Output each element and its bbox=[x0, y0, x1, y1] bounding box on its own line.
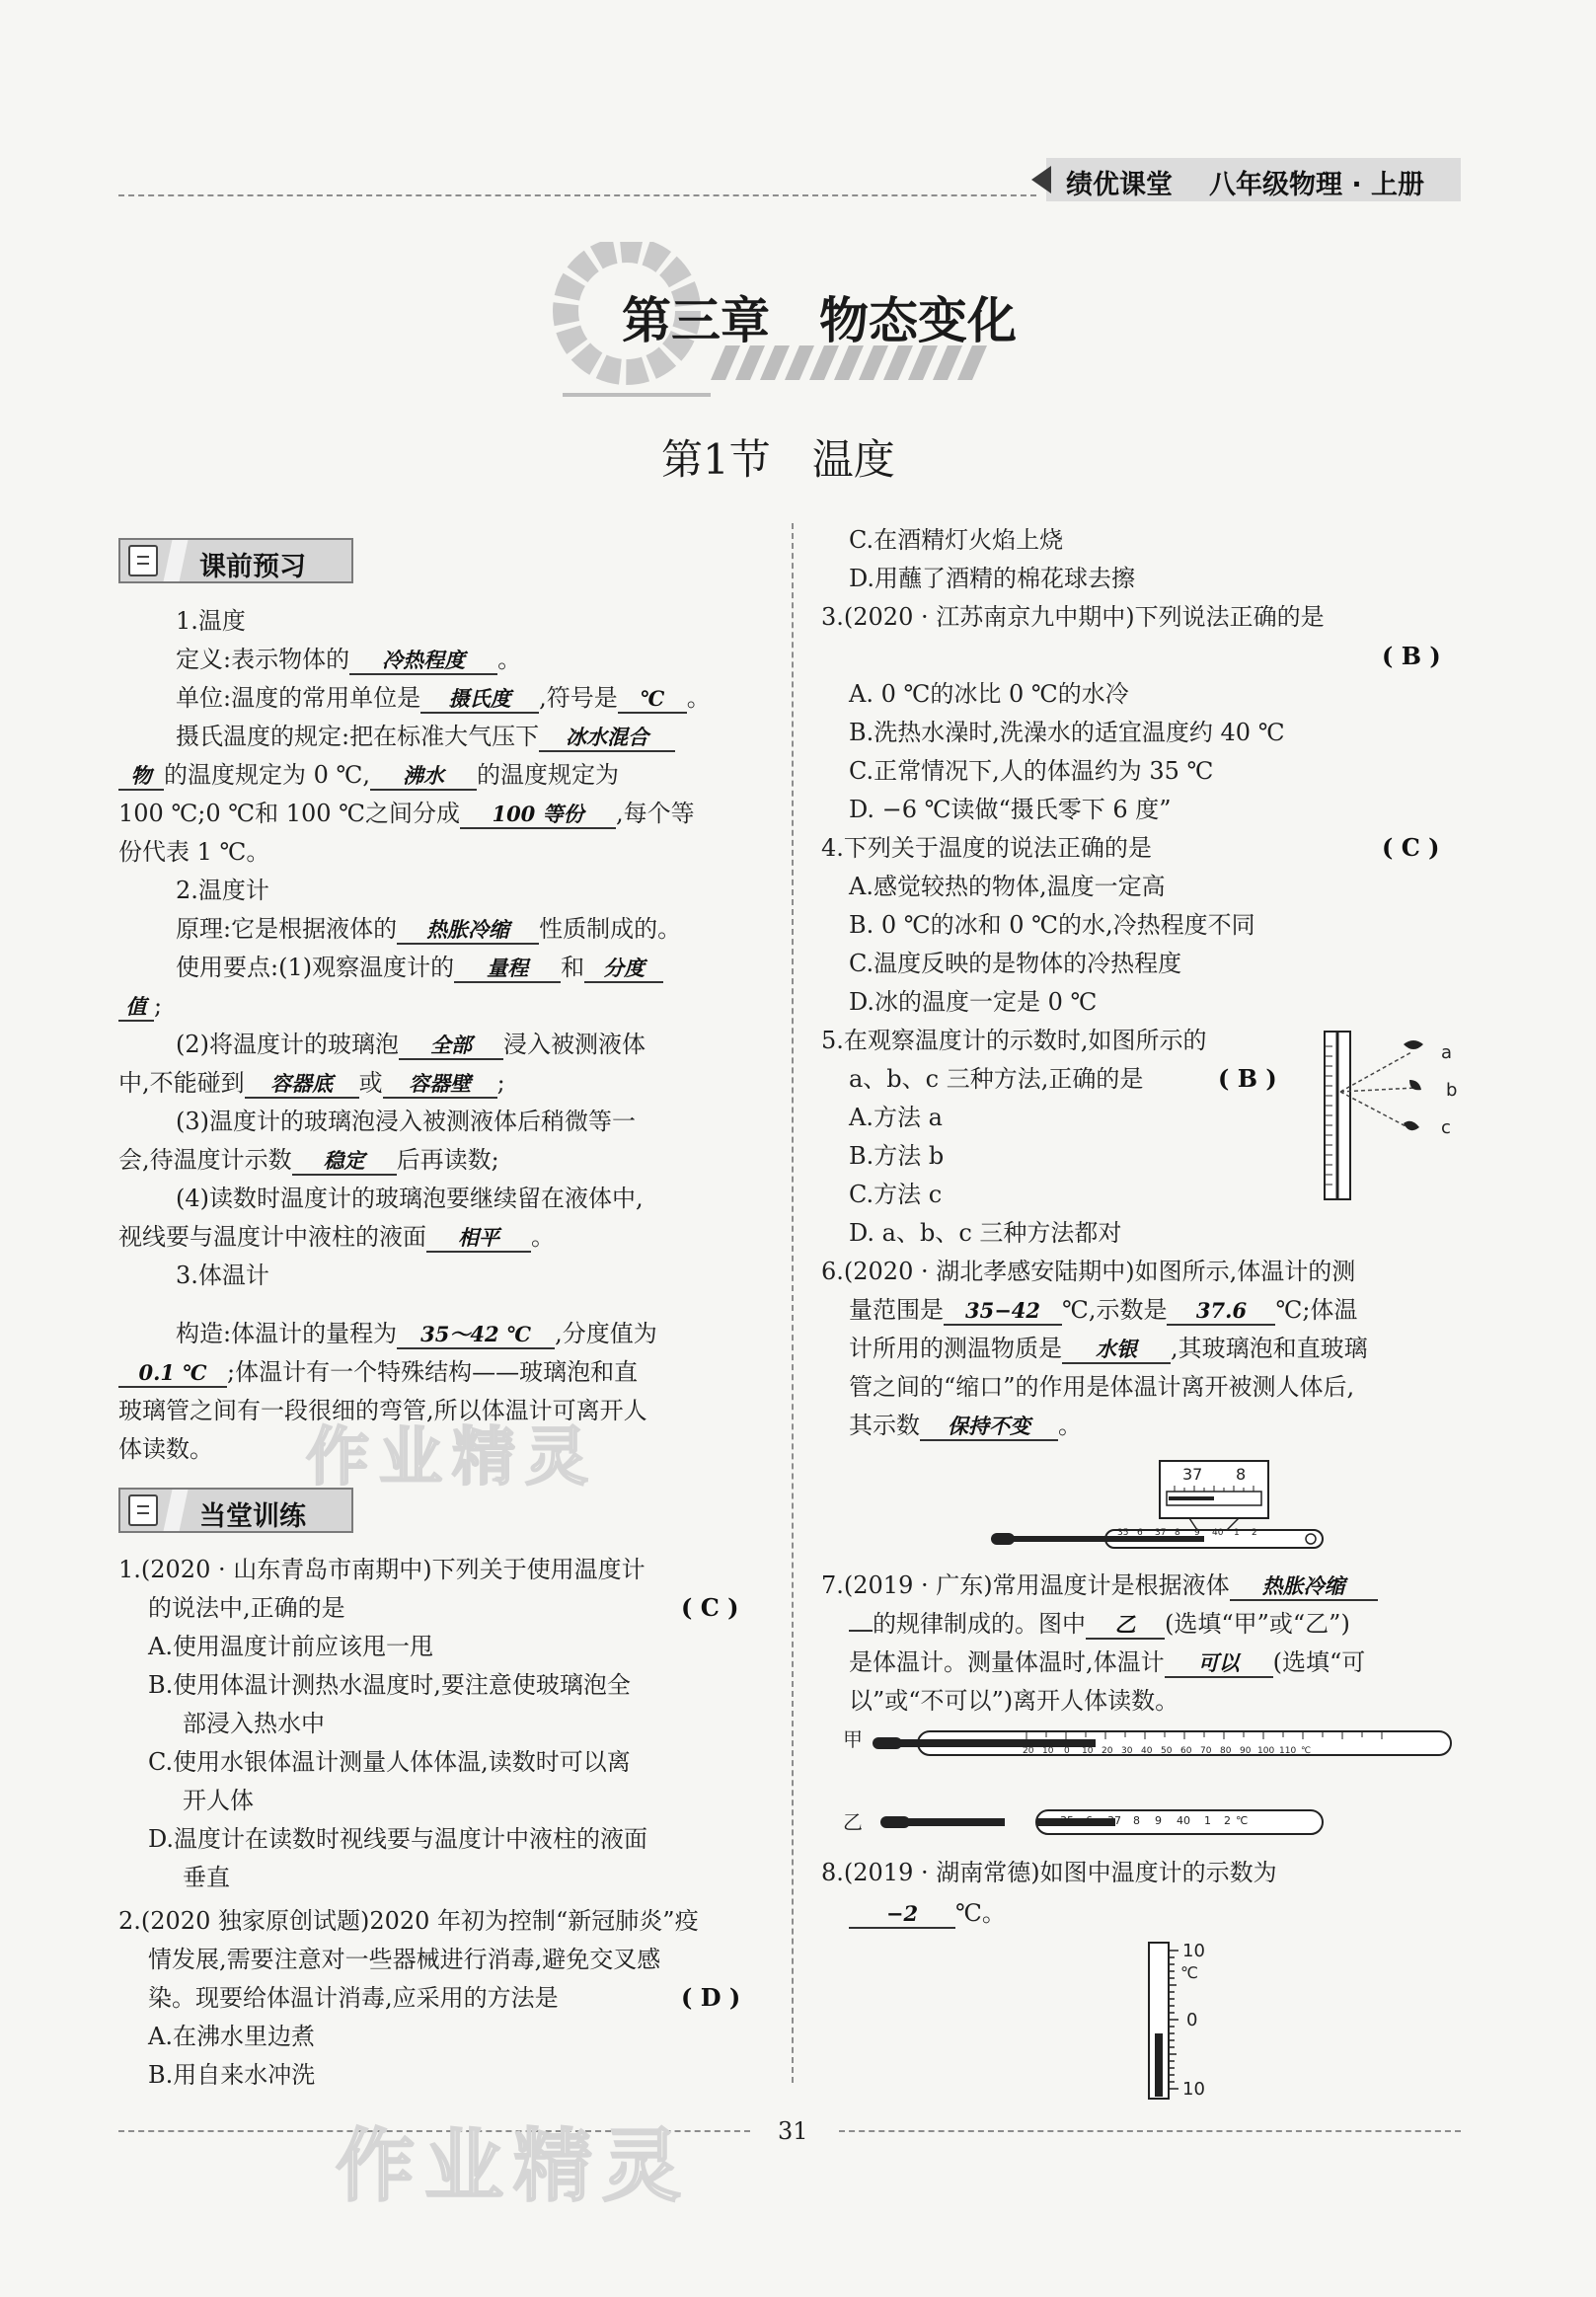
q6-text: 。 bbox=[1058, 1412, 1082, 1439]
answer-blank: 冰水混合 bbox=[539, 725, 675, 752]
heading-separator bbox=[164, 540, 189, 581]
q6-stem: 6.(2020 · 湖北孝感安陆期中)如图所示,体温计的测 bbox=[821, 1258, 1356, 1285]
q2-stem: 情发展,需要注意对一些器械进行消毒,避免交叉感 bbox=[148, 1946, 661, 1973]
answer-blank: 100 等份 bbox=[460, 802, 616, 829]
q6-scale-label: 9 bbox=[1194, 1528, 1200, 1538]
q5-label-a: a bbox=[1441, 1042, 1453, 1063]
preview-text: 视线要与温度计中液柱的液面 bbox=[118, 1223, 426, 1251]
preview-text: ; bbox=[496, 1069, 505, 1097]
q7-jia-scale: 0 bbox=[1064, 1746, 1070, 1756]
q7-jia-scale: 100 bbox=[1257, 1746, 1275, 1756]
preview-line bbox=[176, 643, 521, 676]
page-number: 31 bbox=[778, 2117, 808, 2145]
preview-line bbox=[176, 604, 246, 638]
q5-option: B.方法 b bbox=[849, 1142, 945, 1170]
preview-text: 3.体温计 bbox=[176, 1262, 269, 1289]
heading-separator bbox=[164, 1490, 189, 1531]
q1-answer: ( C ) bbox=[681, 1593, 739, 1622]
preview-line bbox=[176, 681, 711, 715]
preview-text: 的温度规定为 bbox=[477, 761, 620, 789]
q7-yi-scale: 40 bbox=[1177, 1814, 1190, 1827]
q7-yi-scale: 37 bbox=[1107, 1814, 1121, 1827]
preview-text: (3)温度计的玻璃泡浸入被测液体后稍微等一 bbox=[176, 1108, 636, 1135]
preview-text: 性质制成的。 bbox=[539, 915, 682, 943]
q1-option: A.使用温度计前应该甩一甩 bbox=[148, 1633, 433, 1660]
preview-line bbox=[118, 1432, 213, 1466]
preview-line bbox=[176, 1182, 644, 1215]
q2-stem: 2.(2020 独家原创试题)2020 年初为控制“新冠肺炎”疫 bbox=[118, 1907, 699, 1935]
q7-line bbox=[849, 1607, 1350, 1641]
q7-text: 是体温计。测量体温时,体温计 bbox=[849, 1648, 1165, 1676]
preview-text: 2.温度计 bbox=[176, 877, 269, 904]
q1-option: 部浸入热水中 bbox=[183, 1710, 325, 1737]
q8-figure bbox=[1115, 1935, 1244, 2103]
q2-answer: ( D ) bbox=[681, 1983, 741, 2012]
q6-scale-label: 40 bbox=[1212, 1528, 1224, 1538]
q6-scale-label: 37 bbox=[1155, 1528, 1167, 1538]
answer-blank: 沸水 bbox=[370, 763, 477, 791]
q7-yi-scale: 9 bbox=[1155, 1814, 1162, 1827]
footer-rule-right bbox=[839, 2130, 1461, 2132]
preview-text: 。 bbox=[531, 1223, 555, 1251]
preview-text: 100 ℃;0 ℃和 100 ℃之间分成 bbox=[118, 800, 461, 827]
answer-blank: 摄氏度 bbox=[420, 686, 539, 714]
preview-line bbox=[118, 1220, 555, 1254]
q5-label-b: b bbox=[1446, 1080, 1458, 1101]
preview-text: ,每个等 bbox=[616, 800, 695, 827]
q6-text: ℃;体温 bbox=[1275, 1296, 1358, 1324]
q7-yi-scale: 6 bbox=[1086, 1814, 1093, 1827]
preview-text: 浸入被测液体 bbox=[503, 1031, 646, 1058]
q7-text: (选填“甲”或“乙”) bbox=[1165, 1610, 1350, 1638]
preview-line bbox=[118, 1143, 499, 1177]
watermark: 作业精灵 bbox=[336, 2120, 691, 2212]
column-divider bbox=[792, 523, 794, 2083]
q5-figure bbox=[1313, 1027, 1471, 1204]
answer-blank: 分度 bbox=[584, 956, 663, 983]
preview-text: 中,不能碰到 bbox=[118, 1069, 245, 1097]
preview-line bbox=[118, 835, 269, 869]
q3-option: B.洗热水澡时,洗澡水的适宜温度约 40 ℃ bbox=[849, 719, 1285, 746]
q6-text: 量范围是 bbox=[849, 1296, 944, 1324]
preview-line bbox=[118, 797, 695, 830]
preview-text: 。 bbox=[686, 684, 711, 712]
q7-line bbox=[849, 1646, 1365, 1679]
header-rule bbox=[118, 194, 1036, 196]
q6-text: 其示数 bbox=[849, 1412, 920, 1439]
preview-text: (4)读数时温度计的玻璃泡要继续留在液体中, bbox=[176, 1185, 644, 1212]
q2-stem: 染。现要给体温计消毒,应采用的方法是 bbox=[148, 1984, 559, 2012]
preview-text: 单位:温度的常用单位是 bbox=[176, 684, 421, 712]
preview-line bbox=[176, 874, 269, 907]
training-heading: 当堂训练 bbox=[199, 1501, 306, 1532]
answer-blank: 35−42 bbox=[944, 1298, 1062, 1326]
q3-stem: 3.(2020 · 江苏南京九中期中)下列说法正确的是 bbox=[821, 603, 1325, 631]
q7-jia-scale: 20 bbox=[1023, 1746, 1034, 1756]
q4-option: B. 0 ℃的冰和 0 ℃的水,冷热程度不同 bbox=[849, 911, 1255, 939]
q3-option: D. −6 ℃读做“摄氏零下 6 度” bbox=[849, 796, 1172, 823]
q4-answer: ( C ) bbox=[1382, 833, 1440, 862]
q6-figure bbox=[987, 1456, 1332, 1555]
q8-scale-label: 0 bbox=[1186, 2010, 1198, 2030]
preview-line bbox=[176, 1105, 636, 1138]
preview-line bbox=[176, 1317, 657, 1350]
q6-line bbox=[849, 1332, 1368, 1365]
preview-text: 玻璃管之间有一段很细的弯管,所以体温计可离开人 bbox=[118, 1397, 647, 1424]
preview-text: 原理:它是根据液体的 bbox=[176, 915, 398, 943]
q7-jia-scale: 80 bbox=[1220, 1746, 1232, 1756]
q7-jia-scale: ℃ bbox=[1301, 1746, 1312, 1756]
watermark: 作业精灵 bbox=[306, 1421, 598, 1494]
q1-stem: 的说法中,正确的是 bbox=[148, 1594, 345, 1622]
q1-option: C.使用水银体温计测量人体体温,读数时可以离 bbox=[148, 1748, 631, 1776]
q7-jia-scale: 10 bbox=[1082, 1746, 1094, 1756]
q5-label-c: c bbox=[1441, 1117, 1451, 1138]
q1-option: 垂直 bbox=[183, 1864, 230, 1891]
preview-text: 定义:表示物体的 bbox=[176, 646, 350, 673]
q6-scale-label: 6 bbox=[1137, 1528, 1143, 1538]
q7-jia-scale: 50 bbox=[1161, 1746, 1173, 1756]
preview-line bbox=[176, 951, 663, 984]
q2-option: C.在酒精灯火焰上烧 bbox=[849, 526, 1064, 554]
eye-icon bbox=[1404, 1040, 1423, 1049]
q5-answer: ( B ) bbox=[1218, 1064, 1277, 1093]
q1-stem: 1.(2020 · 山东青岛市南期中)下列关于使用温度计 bbox=[118, 1556, 646, 1583]
q8-line bbox=[849, 1896, 1006, 1930]
notebook-pen-icon bbox=[128, 545, 158, 576]
preview-line bbox=[176, 1259, 269, 1292]
q1-option: 开人体 bbox=[183, 1787, 254, 1814]
preview-heading: 课前预习 bbox=[199, 552, 306, 582]
notebook-pen-icon bbox=[128, 1494, 158, 1526]
preview-line bbox=[176, 720, 675, 753]
q1-option: B.使用体温计测热水温度时,要注意使玻璃泡全 bbox=[148, 1671, 631, 1699]
preview-text: ,分度值为 bbox=[555, 1320, 657, 1347]
answer-blank: 保持不变 bbox=[920, 1414, 1058, 1441]
answer-blank: 量程 bbox=[454, 956, 561, 983]
answer-blank: 水银 bbox=[1062, 1337, 1171, 1364]
q3-answer: ( B ) bbox=[1382, 642, 1441, 670]
q7-yi-scale: 1 bbox=[1204, 1814, 1211, 1827]
answer-blank: 容器壁 bbox=[383, 1071, 497, 1099]
preview-line bbox=[118, 1355, 638, 1389]
preview-text: ,符号是 bbox=[539, 684, 618, 712]
q7-label-yi: 乙 bbox=[843, 1810, 863, 1834]
q8-unit-label: ℃ bbox=[1180, 1963, 1198, 1982]
preview-text: 。 bbox=[497, 646, 522, 673]
q7-yi-scale: 8 bbox=[1133, 1814, 1140, 1827]
preview-text: ; bbox=[154, 992, 163, 1020]
q7-jia-scale: 60 bbox=[1180, 1746, 1192, 1756]
answer-blank: 热胀冷缩 bbox=[1230, 1573, 1378, 1601]
preview-text: 会,待温度计示数 bbox=[118, 1146, 292, 1174]
q4-stem: 4.下列关于温度的说法正确的是 bbox=[821, 834, 1152, 862]
preview-text: 体读数。 bbox=[118, 1435, 213, 1463]
answer-blank bbox=[849, 1630, 873, 1632]
answer-blank: 容器底 bbox=[245, 1071, 359, 1099]
q6-zoom-label: 8 bbox=[1236, 1465, 1247, 1484]
q1-option: D.温度计在读数时视线要与温度计中液柱的液面 bbox=[148, 1825, 648, 1853]
q6-text: ,其玻璃泡和直玻璃 bbox=[1171, 1335, 1368, 1362]
preview-text: 份代表 1 ℃。 bbox=[118, 838, 270, 866]
preview-text: 的温度规定为 0 ℃, bbox=[164, 761, 371, 789]
q7-yi-scale: 2 bbox=[1224, 1814, 1231, 1827]
preview-text: ;体温计有一个特殊结构——玻璃泡和直 bbox=[227, 1358, 639, 1386]
answer-blank: 37.6 bbox=[1167, 1298, 1275, 1326]
q2-option: D.用蘸了酒精的棉花球去擦 bbox=[849, 565, 1136, 592]
q4-option: D.冰的温度一定是 0 ℃ bbox=[849, 988, 1098, 1016]
q6-zoom-label: 37 bbox=[1182, 1465, 1203, 1484]
answer-blank: 0.1 ℃ bbox=[118, 1360, 227, 1388]
preview-text: 1.温度 bbox=[176, 607, 246, 635]
header-arrow-icon bbox=[1031, 166, 1051, 193]
preview-text: 或 bbox=[358, 1069, 383, 1097]
q5-option: A.方法 a bbox=[849, 1104, 943, 1131]
answer-blank: 稳定 bbox=[292, 1148, 397, 1176]
q6-text: ℃,示数是 bbox=[1062, 1296, 1168, 1324]
preview-text: 构造:体温计的量程为 bbox=[176, 1320, 398, 1347]
answer-blank: 相平 bbox=[426, 1225, 531, 1253]
q6-scale-label: 8 bbox=[1175, 1528, 1180, 1538]
answer-blank: 值 bbox=[118, 994, 154, 1022]
answer-blank: 全部 bbox=[399, 1033, 503, 1060]
q5-stem: 5.在观察温度计的示数时,如图所示的 bbox=[821, 1027, 1207, 1054]
answer-blank: 35～42 ℃ bbox=[397, 1322, 555, 1349]
q7-jia-scale: 40 bbox=[1141, 1746, 1153, 1756]
eye-icon bbox=[1404, 1121, 1419, 1130]
q4-option: C.温度反映的是物体的冷热程度 bbox=[849, 950, 1182, 977]
q8-scale-label: 10 bbox=[1182, 1941, 1205, 1961]
preview-line bbox=[118, 1066, 505, 1100]
q3-option: C.正常情况下,人的体温约为 35 ℃ bbox=[849, 757, 1214, 785]
q8-text: ℃。 bbox=[955, 1899, 1006, 1927]
q7-line: 以”或“不可以”)离开人体读数。 bbox=[849, 1687, 1179, 1715]
preview-line bbox=[176, 912, 681, 946]
q7-jia-scale: 10 bbox=[1042, 1746, 1054, 1756]
q8-scale-label: 10 bbox=[1182, 2079, 1205, 2100]
q7-figure bbox=[839, 1718, 1461, 1846]
preview-text: 摄氏温度的规定:把在标准大气压下 bbox=[176, 723, 540, 750]
section-title: 第1节 温度 bbox=[661, 435, 895, 484]
header-brand: 绩优课堂 bbox=[1066, 170, 1173, 200]
q7-jia-scale: 30 bbox=[1121, 1746, 1133, 1756]
answer-blank: 乙 bbox=[1086, 1612, 1165, 1640]
q7-jia-scale: 110 bbox=[1279, 1746, 1297, 1756]
preview-line bbox=[118, 758, 619, 792]
preview-text: (2)将温度计的玻璃泡 bbox=[176, 1031, 399, 1058]
q4-option: A.感觉较热的物体,温度一定高 bbox=[849, 873, 1166, 900]
q2-option: A.在沸水里边煮 bbox=[148, 2023, 315, 2050]
q7-yi-scale: 35 bbox=[1060, 1814, 1074, 1827]
q6-scale-label: 1 bbox=[1234, 1528, 1240, 1538]
q2-option: B.用自来水冲洗 bbox=[148, 2061, 316, 2089]
q6-scale-label: 2 bbox=[1252, 1528, 1257, 1538]
preview-text: 和 bbox=[561, 954, 585, 981]
q7-text: 的规律制成的。图中 bbox=[873, 1610, 1086, 1638]
q5-option: D. a、b、c 三种方法都对 bbox=[849, 1219, 1122, 1247]
q7-jia-scale: 90 bbox=[1240, 1746, 1252, 1756]
q6-line bbox=[849, 1293, 1357, 1327]
q7-line bbox=[821, 1569, 1378, 1602]
q7-text: 7.(2019 · 广东)常用温度计是根据液体 bbox=[821, 1571, 1230, 1599]
preview-heading-box bbox=[118, 538, 353, 583]
q6-scale-label: 35 bbox=[1117, 1528, 1129, 1538]
q7-jia-scale: 70 bbox=[1200, 1746, 1212, 1756]
answer-blank: 热胀冷缩 bbox=[397, 917, 539, 945]
q7-yi-scale: ℃ bbox=[1236, 1814, 1249, 1827]
preview-line bbox=[118, 989, 162, 1023]
answer-blank: ℃ bbox=[618, 686, 687, 714]
q5-stem: a、b、c 三种方法,正确的是 bbox=[849, 1065, 1144, 1093]
q6-text: 计所用的测温物质是 bbox=[849, 1335, 1062, 1362]
q7-text: (选填“可 bbox=[1272, 1648, 1366, 1676]
preview-text: 使用要点:(1)观察温度计的 bbox=[176, 954, 455, 981]
answer-blank: −2 bbox=[849, 1901, 955, 1929]
q5-option: C.方法 c bbox=[849, 1181, 943, 1208]
q3-option: A. 0 ℃的冰比 0 ℃的水冷 bbox=[849, 680, 1129, 708]
q7-jia-scale: 20 bbox=[1102, 1746, 1113, 1756]
answer-blank: 物 bbox=[118, 763, 164, 791]
q6-line: 管之间的“缩口”的作用是体温计离开被测人体后, bbox=[849, 1373, 1355, 1401]
header-book-title: 八年级物理 · 上册 bbox=[1209, 170, 1425, 200]
answer-blank: 可以 bbox=[1165, 1650, 1273, 1678]
q8-stem: 8.(2019 · 湖南常德)如图中温度计的示数为 bbox=[821, 1859, 1277, 1886]
answer-blank: 冷热程度 bbox=[349, 648, 497, 675]
preview-line bbox=[176, 1028, 646, 1061]
chapter-title: 第三章 物态变化 bbox=[622, 291, 1017, 349]
q6-line bbox=[849, 1409, 1082, 1442]
q7-label-jia: 甲 bbox=[843, 1727, 863, 1751]
preview-text: 后再读数; bbox=[396, 1146, 499, 1174]
